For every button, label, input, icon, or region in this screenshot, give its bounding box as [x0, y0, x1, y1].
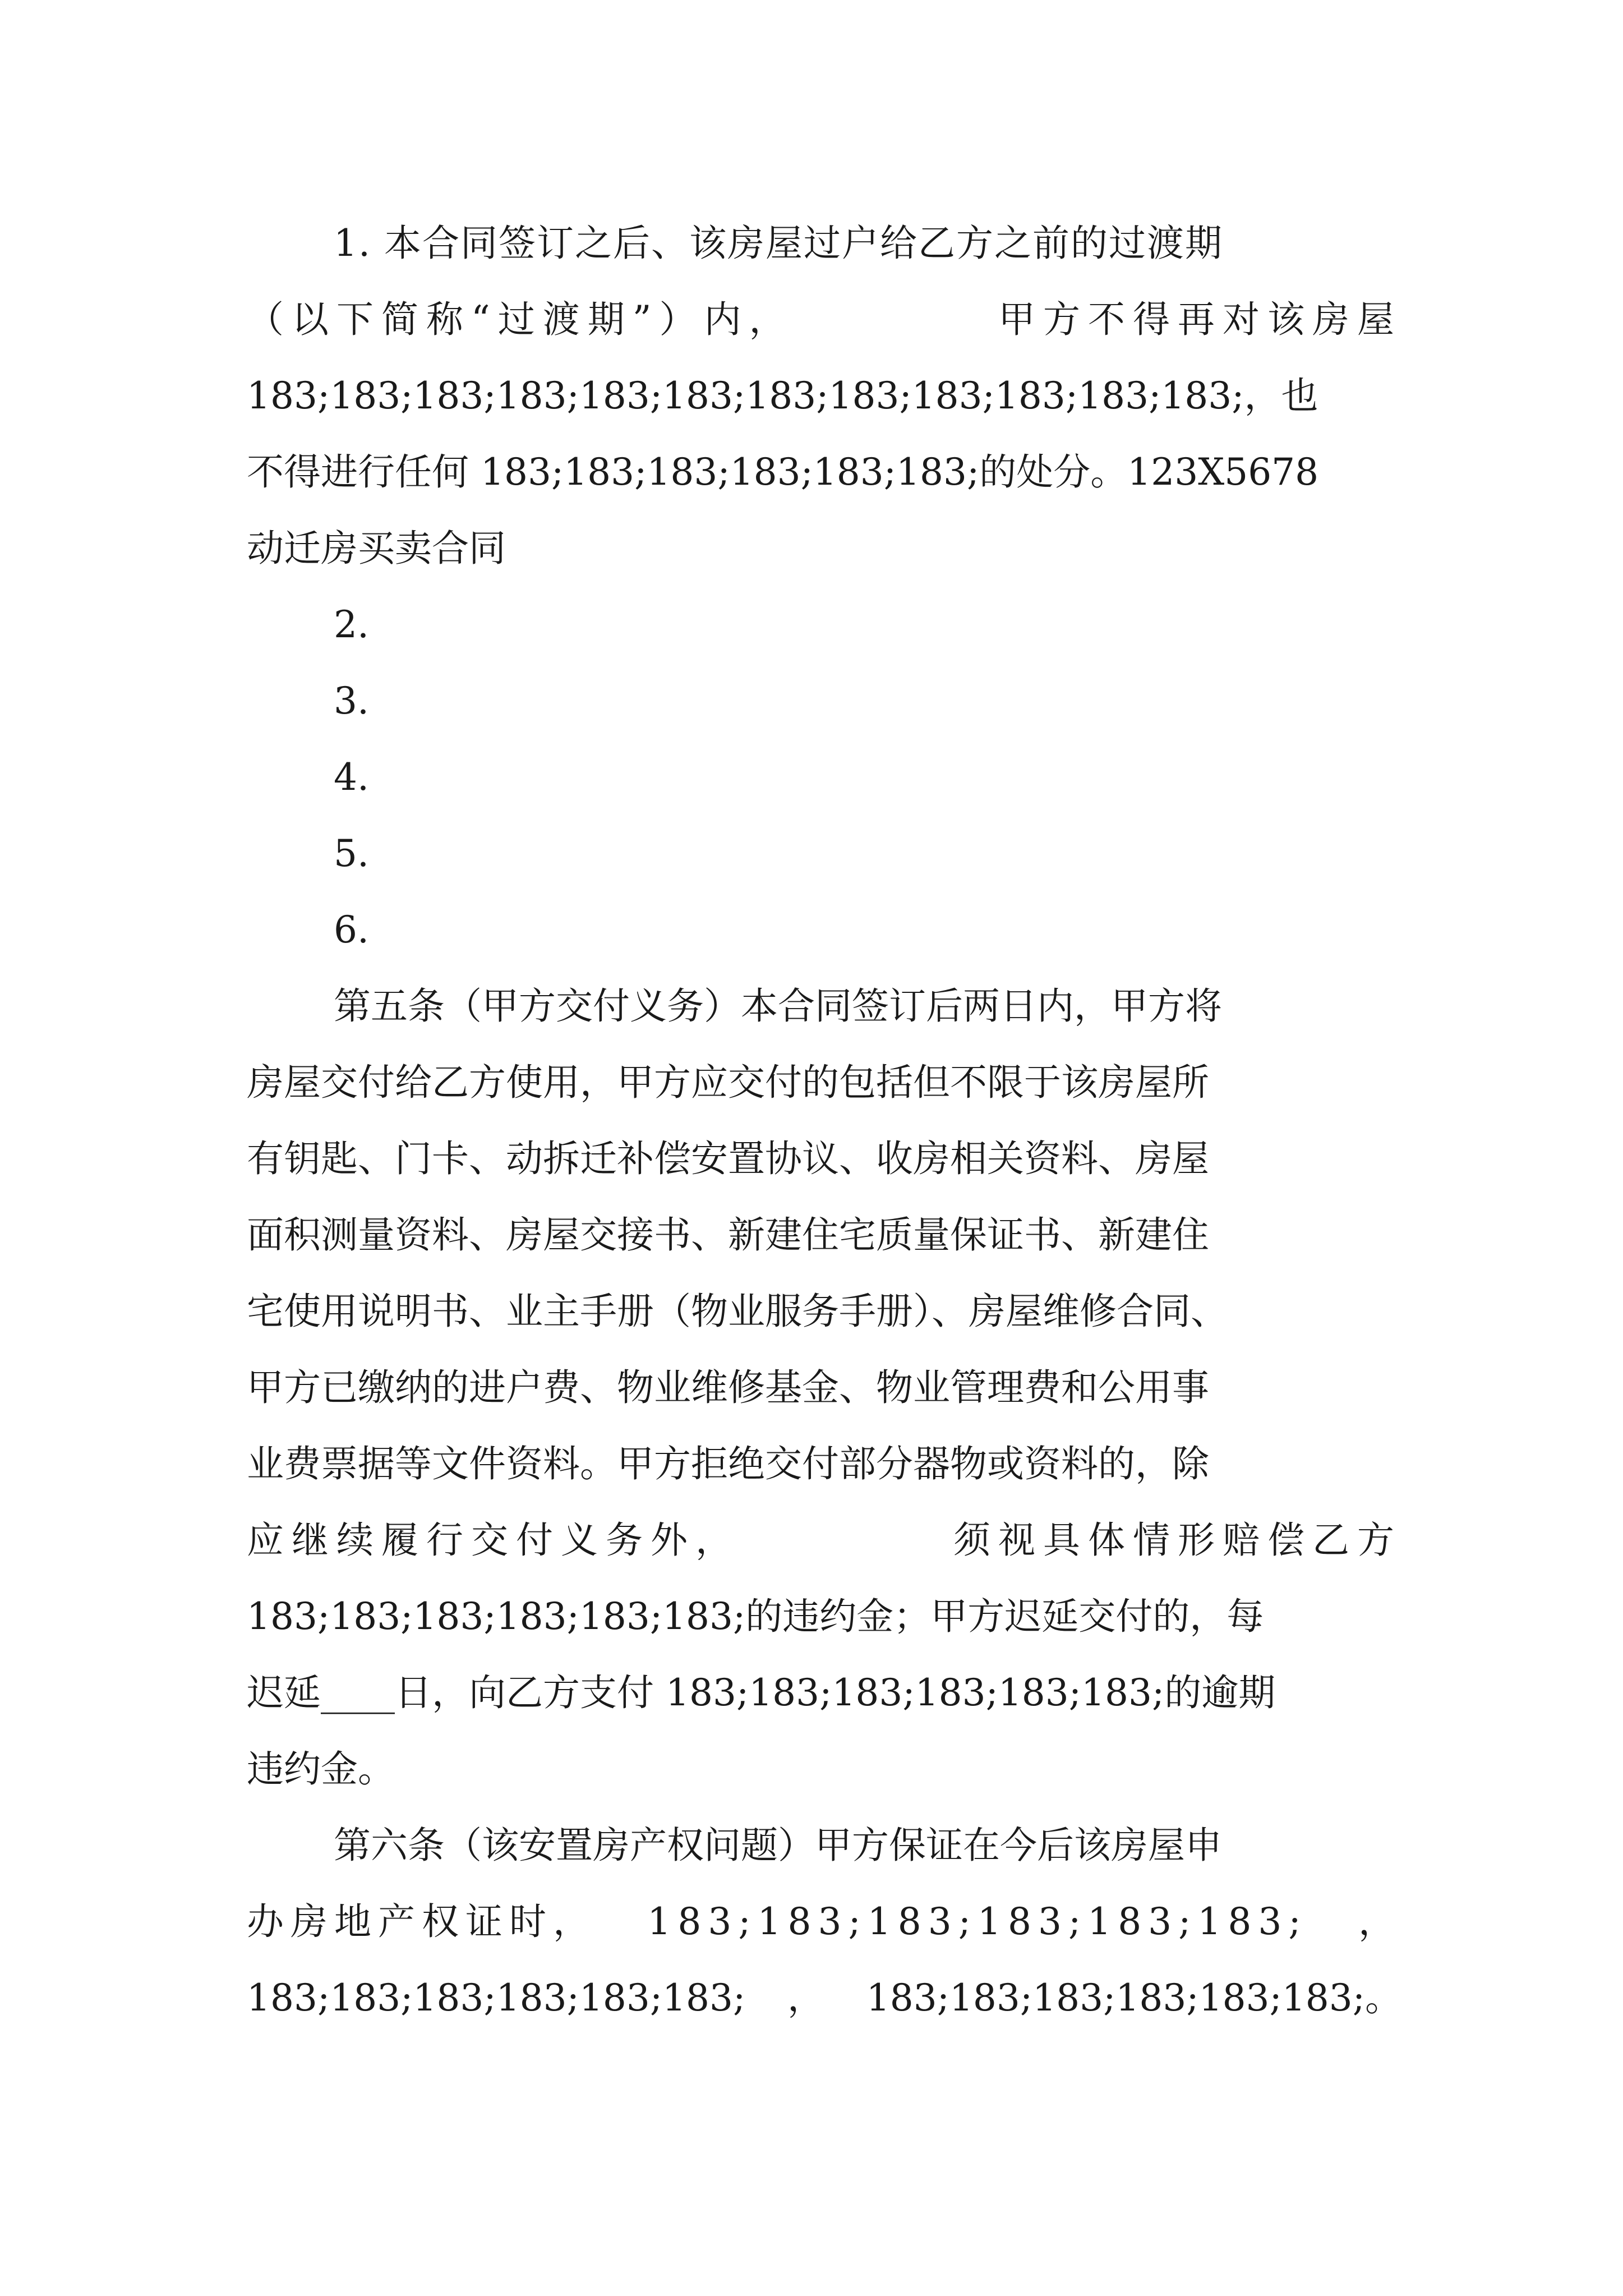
text-segment: 不得进行任何 183;183;183;183;183;183;的处分。123X5678	[247, 450, 1319, 494]
list-item-4	[334, 744, 502, 811]
article-5-heading-line	[334, 973, 1402, 1040]
text-line-5	[247, 515, 1402, 582]
text-line-21	[247, 1736, 1402, 1803]
text-line-12	[247, 1049, 1402, 1116]
text-segment: 第六条（该安置房产权问题）甲方保证在今后该房屋申	[334, 1824, 1222, 1867]
list-number: 6.	[334, 908, 369, 951]
list-item-6	[334, 896, 502, 964]
text-segment: 183;183;183;183;183;183;的违约金；甲方迟延交付的，每	[247, 1595, 1264, 1638]
text-line-16	[247, 1354, 1402, 1421]
text-segment: ，	[787, 1976, 824, 2019]
text-segment: 须视具体情形赔偿乙方	[953, 1519, 1402, 1562]
text-line-23	[247, 1888, 1402, 1955]
text-line-18	[247, 1507, 1402, 1574]
text-segment: 宅使用说明书、业主手册（物业服务手册）、房屋维修合同、	[247, 1290, 1228, 1333]
article-6-heading-line	[334, 1812, 1402, 1879]
list-number: 5.	[334, 832, 369, 875]
text-segment: 183;183;183;183;183;183;	[647, 1900, 1308, 1943]
clause-1-text: 1. 本合同签订之后、该房屋过户给乙方之前的过渡期	[334, 222, 1223, 265]
text-segment: （以下简称“过渡期”）内，	[247, 298, 794, 341]
text-segment: 183;183;183;183;183;183;。	[866, 1976, 1402, 2019]
text-segment: 违约金。	[247, 1747, 395, 1791]
text-segment: 第五条（甲方交付义务）本合同签订后两日内，甲方将	[334, 984, 1222, 1028]
text-line-17	[247, 1430, 1402, 1498]
text-segment: 甲方已缴纳的进户费、物业维修基金、物业管理费和公用事	[247, 1366, 1209, 1409]
text-line-13	[247, 1125, 1402, 1193]
list-item-3	[334, 668, 502, 735]
text-line-20	[247, 1659, 1402, 1727]
text-line-15	[247, 1278, 1402, 1345]
text-line-14	[247, 1202, 1402, 1269]
text-line-19	[247, 1583, 1402, 1650]
text-segment: 面积测量资料、房屋交接书、新建住宅质量保证书、新建住	[247, 1213, 1209, 1257]
text-line-24	[247, 1964, 1402, 2032]
list-number: 3.	[334, 679, 369, 723]
text-segment: 有钥匙、门卡、动拆迁补偿安置协议、收房相关资料、房屋	[247, 1137, 1209, 1180]
text-line-1	[334, 210, 1402, 277]
list-number: 2.	[334, 603, 369, 646]
text-segment: 房屋交付给乙方使用，甲方应交付的包括但不限于该房屋所	[247, 1061, 1209, 1104]
text-segment: 183;183;183;183;183;183;	[247, 1976, 746, 2019]
text-segment: 动迁房买卖合同	[247, 527, 506, 570]
text-segment: 应继续履行交付义务外，	[247, 1519, 740, 1562]
text-segment: ，	[1358, 1900, 1402, 1943]
text-line-4	[247, 439, 1402, 506]
list-number: 4.	[334, 756, 369, 799]
list-item-5	[334, 820, 502, 887]
text-segment: 183;183;183;183;183;183;183;183;183;183;183;183;，也	[247, 374, 1318, 417]
text-segment: 业费票据等文件资料。甲方拒绝交付部分器物或资料的，除	[247, 1442, 1209, 1485]
text-line-3	[247, 362, 1402, 430]
text-segment: 甲方不得再对该房屋	[998, 298, 1402, 341]
list-item-2	[334, 591, 502, 659]
text-segment: 迟延____日，向乙方支付 183;183;183;183;183;183;的逾期	[247, 1671, 1276, 1714]
text-segment: 办房地产权证时，	[247, 1900, 597, 1943]
text-line-2	[247, 286, 1402, 353]
